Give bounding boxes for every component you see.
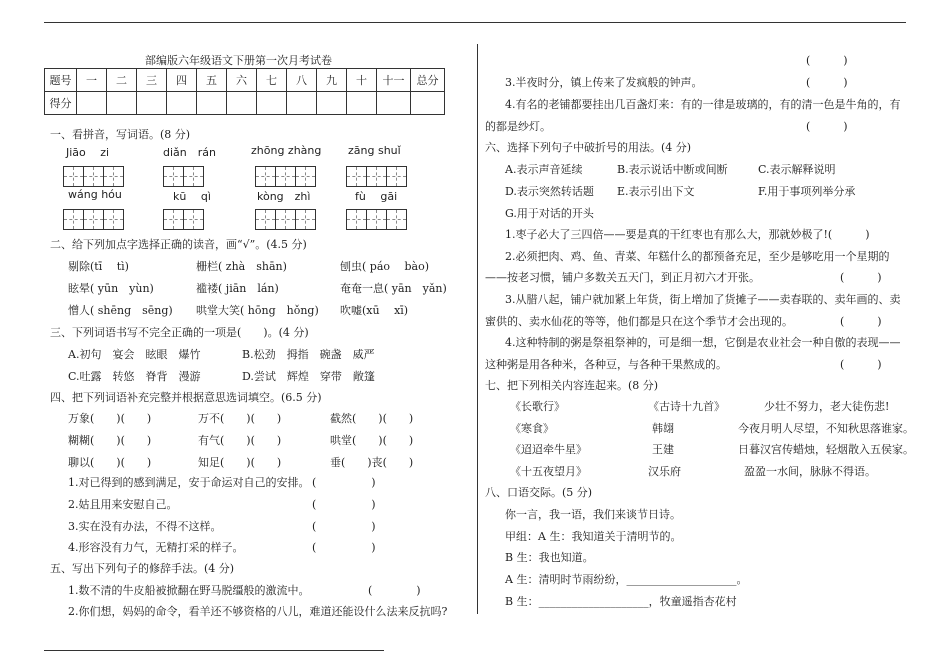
- answer-blank[interactable]: ( ): [368, 584, 421, 597]
- table-cell: 六: [227, 69, 257, 92]
- rhetoric-item-cont: 的都是纱灯。: [485, 120, 551, 133]
- table-cell: 七: [257, 69, 287, 92]
- match-poem[interactable]: 《寒食》: [510, 422, 554, 435]
- score-input-cell[interactable]: [377, 92, 411, 115]
- idiom-fill[interactable]: 聊以( )( ): [68, 456, 152, 469]
- match-poem[interactable]: 《迢迢牵牛星》: [510, 443, 587, 456]
- table-cell: 二: [107, 69, 137, 92]
- score-input-cell[interactable]: [257, 92, 287, 115]
- reading-option[interactable]: 刨虫( páo bào): [340, 260, 430, 273]
- match-line[interactable]: 少壮不努力，老大徒伤悲!: [764, 400, 890, 413]
- match-poem[interactable]: 《长歌行》: [510, 400, 565, 413]
- meaning-item: 3.实在没有办法，不得不这样。: [68, 520, 222, 533]
- match-line[interactable]: 盈盈一水间，脉脉不得语。: [744, 465, 876, 478]
- match-author[interactable]: 王建: [652, 443, 674, 456]
- writing-grid[interactable]: [163, 166, 203, 187]
- match-line[interactable]: 日暮汉宫传蜡烛，轻烟散入五侯家。: [738, 443, 914, 456]
- writing-grid[interactable]: [163, 209, 203, 230]
- idiom-fill[interactable]: 截然( )( ): [330, 412, 414, 425]
- score-input-cell[interactable]: [77, 92, 107, 115]
- idiom-fill[interactable]: 万象( )( ): [68, 412, 152, 425]
- writing-grid[interactable]: [63, 166, 123, 187]
- answer-blank[interactable]: ( ): [806, 54, 848, 67]
- choice-option-a[interactable]: A.初句 宴会 眩眼 爆竹: [68, 348, 201, 361]
- dash-question-cont: 这种粥是用各种米，各种豆，与各种干果熬成的。: [485, 358, 727, 371]
- reading-option[interactable]: 褴褛( jiān lán): [196, 282, 279, 295]
- dash-usage-option: D.表示突然转话题: [505, 185, 594, 198]
- pinyin-4: zāng shuǐ: [348, 144, 401, 157]
- table-cell: 得分: [45, 92, 77, 115]
- table-cell: 八: [287, 69, 317, 92]
- score-input-cell[interactable]: [197, 92, 227, 115]
- rhetoric-item: 1.数不清的牛皮船被掀翻在野马脱缰般的激流中。: [68, 584, 310, 597]
- dialogue-line: 甲组：A 生：我知道关于清明节的。: [505, 530, 682, 543]
- answer-blank[interactable]: ( ): [312, 498, 376, 511]
- top-rule: [44, 22, 906, 23]
- pinyin-5: wáng hóu: [68, 188, 122, 201]
- score-input-cell[interactable]: [137, 92, 167, 115]
- table-cell: 题号: [45, 69, 77, 92]
- answer-blank[interactable]: ( ): [312, 476, 376, 489]
- score-table-header-row: [45, 69, 445, 92]
- answer-blank[interactable]: ( ): [806, 76, 848, 89]
- section-1-heading: 一、看拼音，写词语。(8 分): [50, 128, 191, 141]
- score-input-cell[interactable]: [107, 92, 137, 115]
- score-input-cell[interactable]: [347, 92, 377, 115]
- writing-grid[interactable]: [346, 209, 406, 230]
- meaning-item: 2.姑且用来安慰自己。: [68, 498, 178, 511]
- section-2-heading: 二、给下列加点字选择正确的读音，画“√”。(4.5 分): [50, 238, 307, 251]
- section-8-heading: 八、口语交际。(5 分): [485, 486, 593, 499]
- idiom-fill[interactable]: 有气( )( ): [198, 434, 282, 447]
- section-6-heading: 六、选择下列句子中破折号的用法。(4 分): [485, 141, 692, 154]
- choice-option-d[interactable]: D.尝试 辉煌 穿带 敞篷: [242, 370, 375, 383]
- match-author[interactable]: 汉乐府: [648, 465, 681, 478]
- column-divider: [477, 44, 478, 614]
- table-cell: 五: [197, 69, 227, 92]
- pinyin-7: kòng zhì: [257, 190, 311, 203]
- idiom-fill[interactable]: 糊糊( )( ): [68, 434, 152, 447]
- dialogue-line: B 生：我也知道。: [505, 551, 594, 564]
- table-cell: 四: [167, 69, 197, 92]
- table-cell: 十一: [377, 69, 411, 92]
- pinyin-8: fù gāi: [355, 190, 398, 203]
- section-4-heading: 四、把下列词语补充完整并根据意思选词填空。(6.5 分): [50, 391, 322, 404]
- dash-usage-option: C.表示解释说明: [758, 163, 836, 176]
- dash-usage-option: G.用于对话的开头: [505, 207, 594, 220]
- reading-option[interactable]: 憎人( shēng sēng): [68, 304, 173, 317]
- table-cell: 九: [317, 69, 347, 92]
- writing-grid[interactable]: [346, 166, 406, 187]
- match-line[interactable]: 今夜月明人尽望，不知秋思落谁家。: [738, 422, 914, 435]
- section-3-heading: 三、下列词语书写不完全正确的一项是( )。(4 分): [50, 326, 309, 339]
- dash-usage-option: A.表示声音延续: [505, 163, 583, 176]
- score-table-score-row: [45, 92, 445, 115]
- reading-option[interactable]: 奄奄一息( yān yǎn): [340, 282, 447, 295]
- dash-question: 4.这种特制的粥是祭祖祭神的，可是细一想，它倒是农业社会一种自傲的表现——: [505, 336, 901, 349]
- dialogue-fill-line[interactable]: B 生：____________________，牧童遥指杏花村: [505, 595, 737, 608]
- reading-option[interactable]: 眩晕( yūn yùn): [68, 282, 154, 295]
- meaning-item: 1.对已得到的感到满足，安于命运对自己的安排。: [68, 476, 310, 489]
- pinyin-6: kū qì: [173, 190, 211, 203]
- choice-option-c[interactable]: C.吐露 转悠 脊背 漫游: [68, 370, 201, 383]
- rhetoric-item: 4.有名的老铺都要挂出几百盏灯来：有的一律是玻璃的，有的清一色是牛角的，有: [505, 98, 901, 111]
- dash-usage-option: E.表示引出下文: [617, 185, 695, 198]
- dialogue-line: 你一言，我一语，我们来谈节日诗。: [505, 508, 681, 521]
- reading-option[interactable]: 吹嘘(xū xī): [340, 304, 409, 317]
- match-author[interactable]: 韩翃: [652, 422, 674, 435]
- section-7-heading: 七、把下列相关内容连起来。(8 分): [485, 379, 659, 392]
- answer-blank[interactable]: ( ): [806, 120, 848, 133]
- rhetoric-item: 3.半夜时分，镇上传来了发疯般的钟声。: [505, 76, 703, 89]
- answer-blank[interactable]: ( ): [840, 315, 882, 328]
- page-title: 部编版六年级语文下册第一次月考试卷: [145, 54, 332, 67]
- table-cell: 一: [77, 69, 107, 92]
- dash-usage-option: F.用于事项列举分承: [758, 185, 856, 198]
- idiom-fill[interactable]: 知足( )( ): [198, 456, 282, 469]
- dash-question-cont: 蜜供的、卖水仙花的等等，他们都是只在这个季节才会出现的。: [485, 315, 793, 328]
- writing-grid[interactable]: [63, 209, 123, 230]
- answer-blank[interactable]: ( ): [840, 271, 882, 284]
- reading-option[interactable]: 哄堂大笑( hōng hǒng): [196, 304, 319, 317]
- idiom-fill[interactable]: 垂( )丧( ): [330, 456, 414, 469]
- writing-grid[interactable]: [255, 166, 315, 187]
- meaning-item: 4.形容没有力气，无精打采的样子。: [68, 541, 244, 554]
- table-cell: 总分: [411, 69, 445, 92]
- score-input-cell[interactable]: [317, 92, 347, 115]
- reading-option[interactable]: 剔除(tī tì): [68, 260, 129, 273]
- bottom-rule: [44, 650, 384, 651]
- answer-blank[interactable]: ( ): [312, 541, 376, 554]
- table-cell: 三: [137, 69, 167, 92]
- match-author[interactable]: 《古诗十九首》: [648, 400, 725, 413]
- writing-grid[interactable]: [255, 209, 315, 230]
- dash-question: 3.从腊八起，铺户就加紧上年货，街上增加了货摊子——卖春联的、卖年画的、卖: [505, 293, 901, 306]
- choice-option-b[interactable]: B.松劲 拇指 碗盏 威严: [242, 348, 375, 361]
- score-input-cell[interactable]: [287, 92, 317, 115]
- answer-blank[interactable]: ( ): [312, 520, 376, 533]
- dash-question: 2.必须把肉、鸡、鱼、青菜、年糕什么的都预备充足，至少是够吃用一个星期的: [505, 250, 890, 263]
- rhetoric-item: 2.你们想，妈妈的命令，看羊还不够资格的八儿，难道还能设什么法来反抗吗?: [68, 605, 448, 618]
- score-input-cell[interactable]: [227, 92, 257, 115]
- answer-blank[interactable]: ( ): [840, 358, 882, 371]
- section-5-heading: 五、写出下列句子的修辞手法。(4 分): [50, 562, 235, 575]
- dash-question-cont: ——按老习惯，铺户多数关五天门，到正月初六才开张。: [485, 271, 760, 284]
- pinyin-1: Jiāo zi: [66, 146, 110, 159]
- match-poem[interactable]: 《十五夜望月》: [510, 465, 587, 478]
- reading-option[interactable]: 栅栏( zhà shān): [196, 260, 287, 273]
- score-input-cell[interactable]: [411, 92, 445, 115]
- score-input-cell[interactable]: [167, 92, 197, 115]
- table-cell: 十: [347, 69, 377, 92]
- dash-usage-option: B.表示说话中断或间断: [617, 163, 728, 176]
- idiom-fill[interactable]: 哄堂( )( ): [330, 434, 414, 447]
- pinyin-2: diǎn rán: [163, 146, 216, 159]
- pinyin-3: zhōng zhàng: [251, 144, 322, 157]
- dialogue-fill-line[interactable]: A 生：清明时节雨纷纷，____________________。: [505, 573, 748, 586]
- dash-question[interactable]: 1.枣子必大了三四倍——要是真的干红枣也有那么大，那就妙极了!( ): [505, 228, 870, 241]
- idiom-fill[interactable]: 万不( )( ): [198, 412, 282, 425]
- score-table: [44, 68, 445, 115]
